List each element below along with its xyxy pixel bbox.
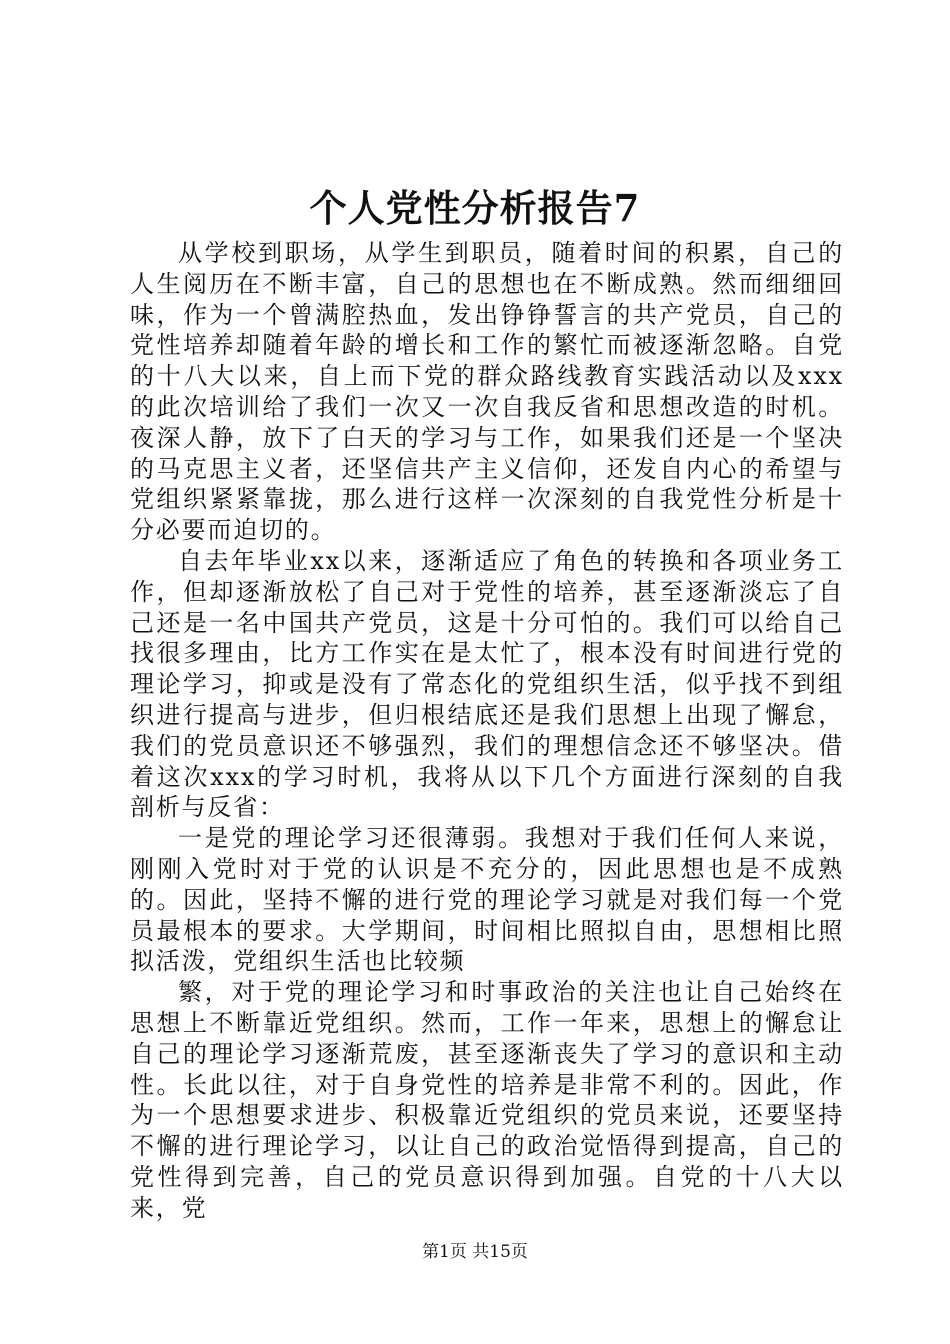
document-body — [130, 238, 844, 1224]
page-title: 个人党性分析报告7 — [309, 186, 641, 230]
page-total: 共15页 — [472, 1242, 528, 1262]
page-number: 第1页 — [422, 1242, 467, 1262]
paragraph: 自去年毕业xx以来，逐渐适应了角色的转换和各项业务工作，但却逐渐放松了自己对于党性的培养，甚至逐渐淡忘了自己还是一名中国共产党员，这是十分可怕的。我们可以给自己找很多理由，比方工作实在是太忙了，根本没有时间进行党的理论学习，抑或是没有了常态化的党组织生活，似乎找不到组织进行提高与进步，但归根结底还是我们思想上出现了懈怠，我们的党员意识还不够强烈，我们的理想信念还不够坚决。借着这次xxx的学习时机，我将从以下几个方面进行深刻的自我剖析与反省： — [130, 546, 844, 822]
page-footer — [0, 1240, 950, 1264]
paragraph: 繁，对于党的理论学习和时事政治的关注也让自己始终在思想上不断靠近党组织。然而，工作一年来，思想上的懈怠让自己的理论学习逐渐荒废，甚至逐渐丧失了学习的意识和主动性。长此以往，对于自身党性的培养是非常不利的。因此，作为一个思想要求进步、积极靠近党组织的党员来说，还要坚持不懈的进行理论学习，以让自己的政治觉悟得到提高，自己的党性得到完善，自己的党员意识得到加强。自党的十八大以来，党 — [130, 978, 844, 1222]
paragraph: 一是党的理论学习还很薄弱。我想对于我们任何人来说，刚刚入党时对于党的认识是不充分的，因此思想也是不成熟的。因此，坚持不懈的进行党的理论学习就是对我们每一个党员最根本的要求。大学期间，时间相比照拟自由，思想相比照拟活泼，党组织生活也比较频 — [130, 824, 844, 976]
paragraph: 从学校到职场，从学生到职员，随着时间的积累，自己的人生阅历在不断丰富，自己的思想也在不断成熟。然而细细回味，作为一个曾满腔热血，发出铮铮誓言的共产党员，自己的党性培养却随着年龄的增长和工作的繁忙而被逐渐忽略。自党的十八大以来，自上而下党的群众路线教育实践活动以及xxx的此次培训给了我们一次又一次自我反省和思想改造的时机。夜深人静，放下了白天的学习与工作，如果我们还是一个坚决的马克思主义者，还坚信共产主义信仰，还发自内心的希望与党组织紧紧靠拢，那么进行这样一次深刻的自我党性分析是十分必要而迫切的。 — [130, 239, 844, 545]
